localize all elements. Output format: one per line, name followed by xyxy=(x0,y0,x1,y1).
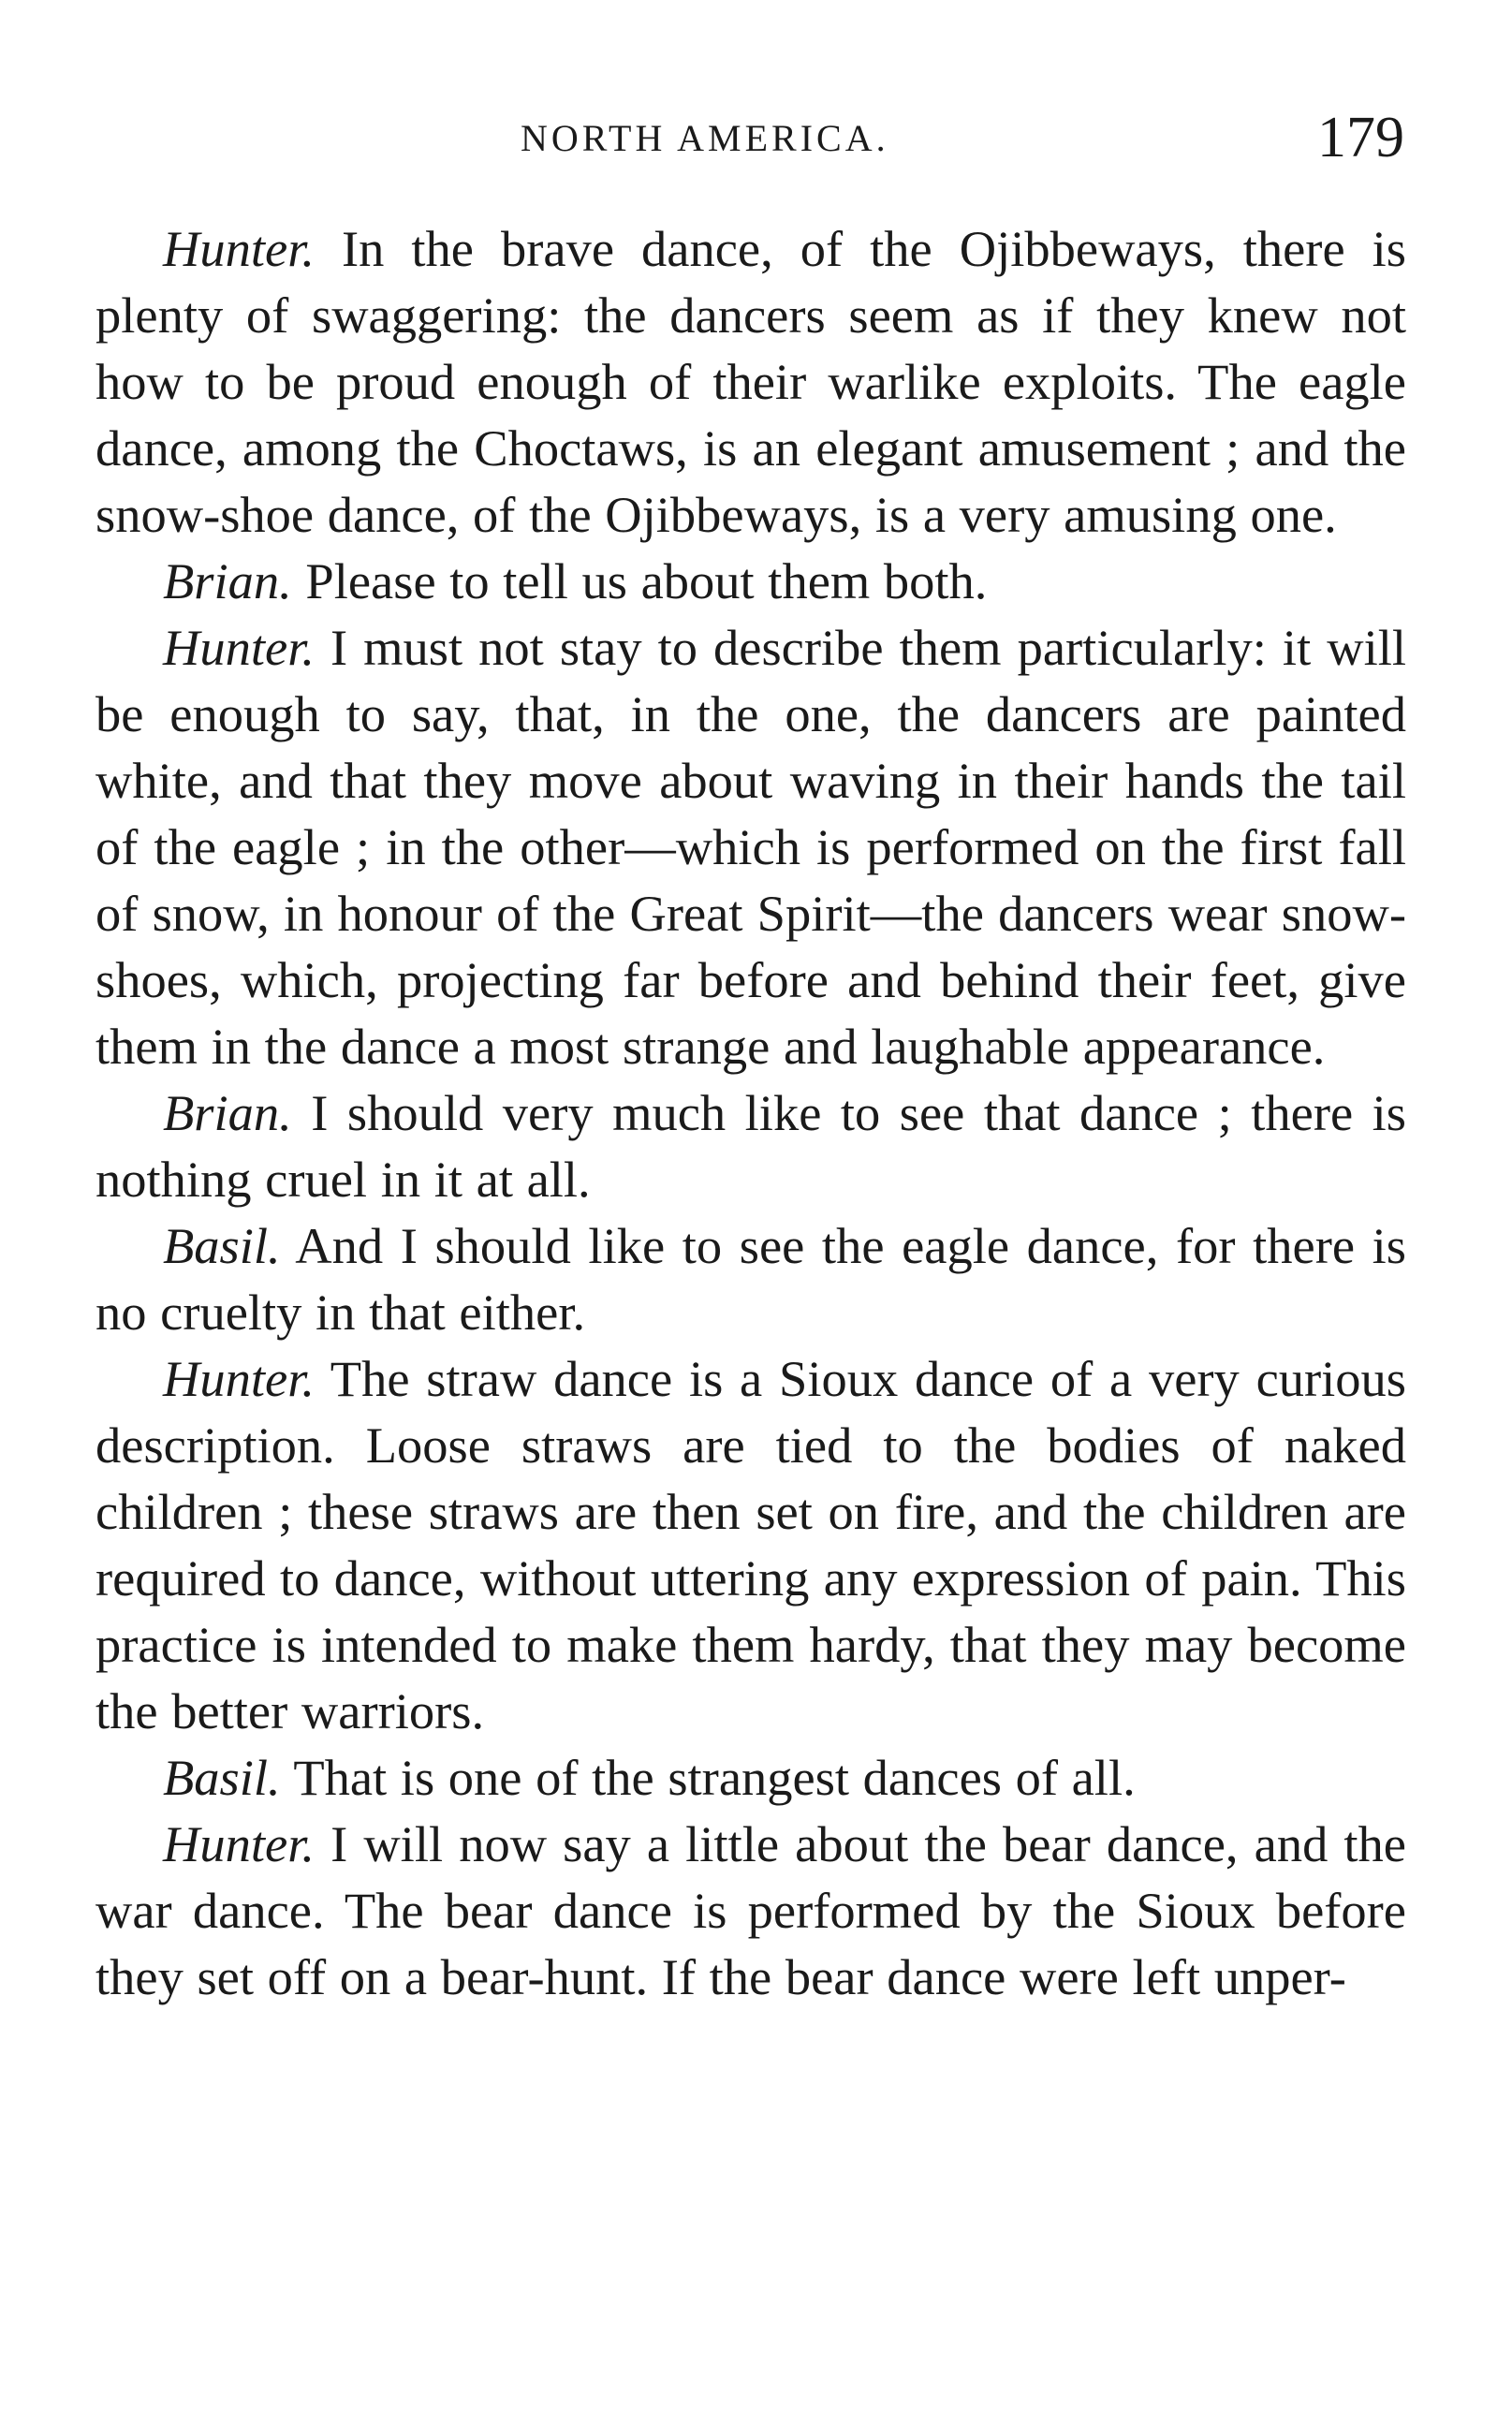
dialogue-paragraph xyxy=(95,1345,1406,1744)
speaker-name: Basil. xyxy=(163,1217,281,1274)
dialogue-paragraph xyxy=(95,215,1406,548)
running-head-title: NORTH AMERICA. xyxy=(521,117,889,159)
speaker-name: Hunter. xyxy=(163,220,315,277)
running-head xyxy=(94,105,1404,180)
speech-text: In the brave dance, of the Ojibbeways, there is plenty of swaggering: the dancers seem as if they knew not how to be proud enough of their warlike exploits. The eagle dance, among the Choctaws, is an elegant amusement ; and the snow-shoe dance, of the Ojibbeways, is a very amusing one. xyxy=(95,220,1407,543)
dialogue-paragraph xyxy=(95,1079,1406,1212)
page-number: 179 xyxy=(1317,106,1404,169)
speech-text: I must not stay to describe them particularly: it will be enough to say, that, in the one, the dancers are painted white, and that they move about waving in their hands the tail of the eagle ; in the other—which is performed on the first fall of snow, in honour of the Great Spirit—the dancers wear snow-shoes, which, projecting far before and behind their feet, give them in the dance a most strange and laughable appearance. xyxy=(95,619,1407,1075)
speaker-name: Hunter. xyxy=(163,1350,315,1407)
dialogue-paragraph xyxy=(95,1212,1406,1345)
speaker-name: Brian. xyxy=(163,1084,292,1141)
speaker-name: Hunter. xyxy=(163,619,315,676)
dialogue-paragraph xyxy=(95,1744,1406,1811)
speaker-name: Hunter. xyxy=(163,1815,315,1872)
speech-text: That is one of the strangest dances of all. xyxy=(293,1749,1136,1806)
dialogue-paragraph xyxy=(95,1811,1406,2010)
speech-text: The straw dance is a Sioux dance of a very curious description. Loose straws are tied to the bodies of naked children ; these straws are then set on fire, and the children are required to dance, without uttering any expression of pain. This practice is intended to make them hardy, that they may become the better warriors. xyxy=(95,1350,1407,1739)
speech-text: Please to tell us about them both. xyxy=(305,552,988,609)
speech-text: I should very much like to see that dance ; there is nothing cruel in it at all. xyxy=(95,1084,1406,1208)
dialogue-paragraph xyxy=(95,614,1406,1079)
speech-text: And I should like to see the eagle dance, for there is no cruelty in that either. xyxy=(95,1217,1406,1341)
body-text xyxy=(95,215,1406,2010)
speaker-name: Brian. xyxy=(163,552,292,609)
speech-text: I will now say a little about the bear dance, and the war dance. The bear dance is performed by the Sioux before they set off on a bear-hunt. If the bear dance were left unper- xyxy=(95,1815,1407,2005)
dialogue-paragraph xyxy=(95,548,1406,614)
speaker-name: Basil. xyxy=(163,1749,281,1806)
